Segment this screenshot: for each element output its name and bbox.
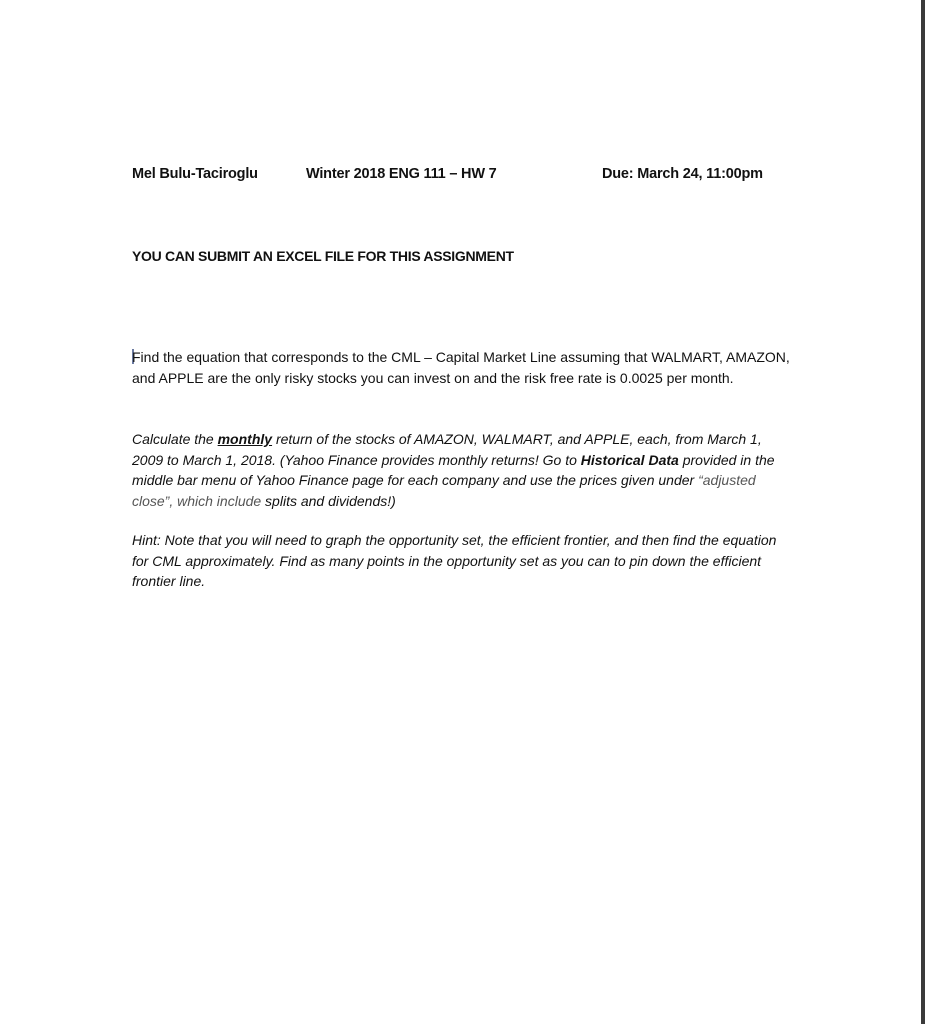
adjusted-close-quote: “adjusted close”, which include [132, 472, 756, 509]
instructions-paragraph [132, 429, 792, 511]
instructions-text-2: return of the stocks of AMAZON, WALMART, and APPLE, each, from March 1, 2009 to March 1, 2018. (Yahoo Finance provides monthly returns! Go to [132, 431, 762, 468]
task-text: Find the equation that corresponds to the CML – Capital Market Line assuming that WALMART, AMAZON, and APPLE are the only risky stocks you can invest on and the risk free rate is 0.0025 per month. [132, 349, 790, 386]
historical-data-emphasis: Historical Data [580, 451, 679, 468]
page-edge-border [921, 0, 925, 1024]
instructions-text-3: provided in the middle bar menu of Yahoo Finance page for each company and use the prices given under [132, 451, 775, 488]
course-title: Winter 2018 ENG 111 – HW 7 [306, 166, 497, 182]
instructions-text-4: splits and dividends!) [261, 492, 396, 509]
submission-note: YOU CAN SUBMIT AN EXCEL FILE FOR THIS ASSIGNMENT [132, 248, 514, 264]
instructions-text-1: Calculate the [132, 431, 218, 447]
due-date: Due: March 24, 11:00pm [602, 166, 763, 182]
monthly-emphasis: monthly [217, 431, 273, 447]
hint-paragraph: Hint: Note that you will need to graph the opportunity set, the efficient frontier, and then find the equation for CML approximately. Find as many points in the opportunity set as you can to pin down the efficient frontier line. [132, 532, 777, 589]
task-paragraph [132, 347, 792, 388]
author-name: Mel Bulu-Taciroglu [132, 166, 258, 182]
